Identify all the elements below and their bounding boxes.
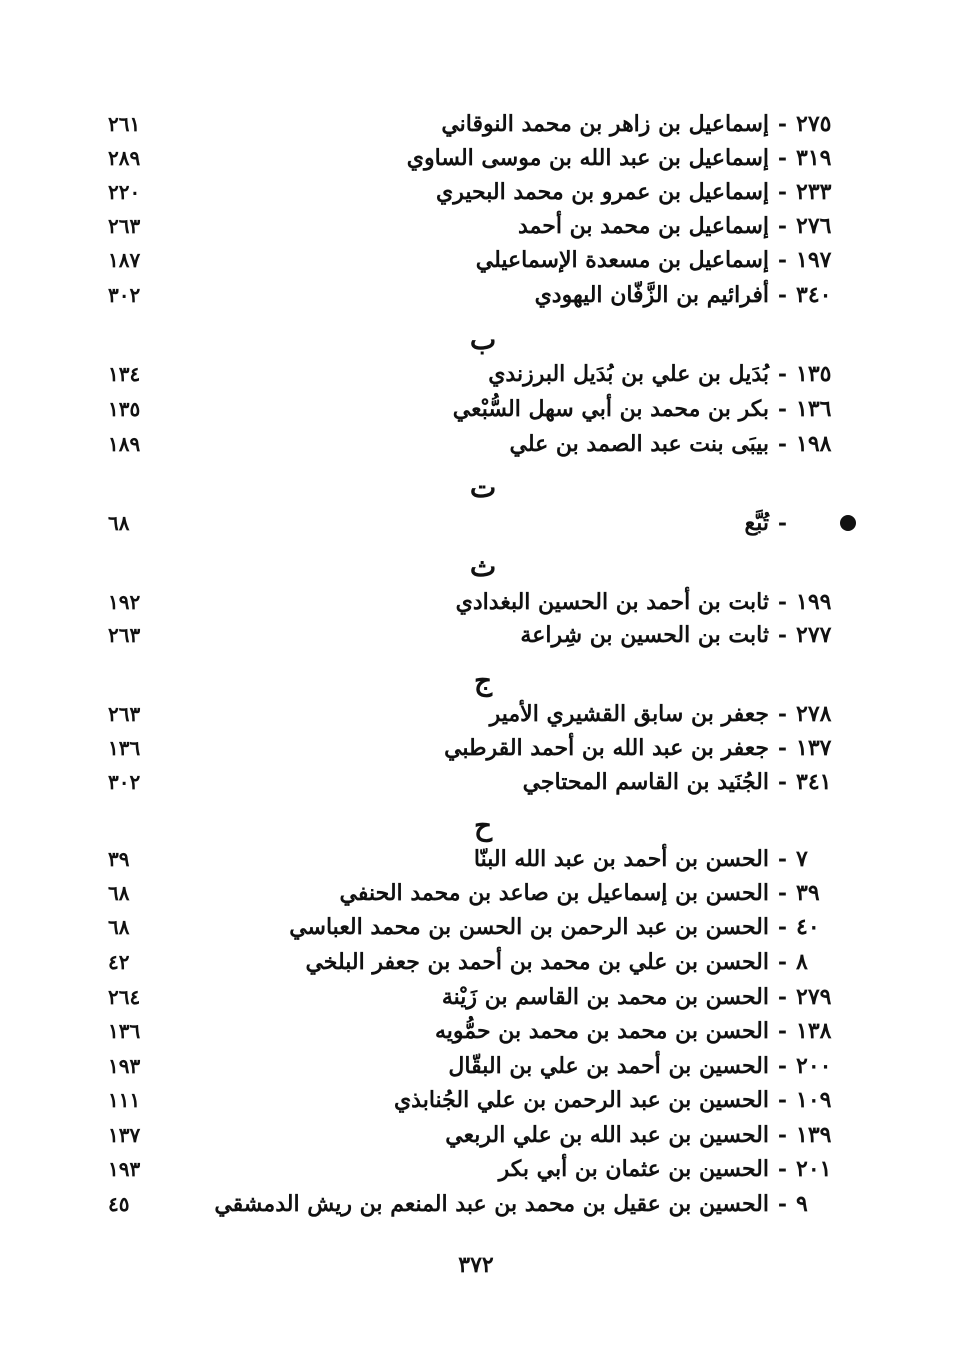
entry-page-ref: ٤٥ bbox=[108, 1192, 130, 1216]
entry-page-ref: ٢٦٤ bbox=[108, 985, 141, 1009]
entry-name: الحسين بن أحمد بن علي بن البقّال bbox=[448, 1053, 769, 1079]
entry-page-ref: ١٣٦ bbox=[108, 736, 141, 760]
entry-number: ٢٧٧ bbox=[796, 622, 832, 648]
entry-name: الحسين بن عثمان بن أبي بكر bbox=[498, 1156, 769, 1182]
entry-page-ref: ١٨٧ bbox=[108, 248, 141, 272]
entry-dash: - bbox=[777, 111, 787, 137]
entry-number: ٩ bbox=[796, 1191, 808, 1217]
entry-page-ref: ١٨٩ bbox=[108, 432, 141, 456]
index-entry bbox=[0, 910, 953, 944]
entry-page-ref: ٦٨ bbox=[108, 881, 130, 905]
entry-number: ١٣٨ bbox=[796, 1018, 832, 1044]
entry-page-ref: ١٣٥ bbox=[108, 397, 141, 421]
section-letter: ح bbox=[473, 809, 493, 842]
entry-dash: - bbox=[777, 984, 787, 1010]
index-entry bbox=[0, 209, 953, 243]
entry-page-ref: ٦٨ bbox=[108, 915, 130, 939]
entry-dash: - bbox=[777, 880, 787, 906]
entry-page-ref: ٦٨ bbox=[108, 511, 130, 535]
entry-dash: - bbox=[777, 213, 787, 239]
entry-dash: - bbox=[777, 1053, 787, 1079]
entry-dash: - bbox=[777, 361, 787, 387]
entry-name: إسماعيل بن عمرو بن محمد البحيري bbox=[436, 179, 769, 205]
index-entry bbox=[0, 243, 953, 277]
entry-dash: - bbox=[777, 145, 787, 171]
index-entry bbox=[0, 1187, 953, 1221]
bullet-icon bbox=[840, 515, 856, 531]
entry-page-ref: ٢٦٣ bbox=[108, 623, 141, 647]
index-entry bbox=[0, 765, 953, 799]
entry-name: إسماعيل بن محمد بن أحمد bbox=[517, 213, 769, 239]
index-entry bbox=[0, 585, 953, 619]
entry-number: ١٣٥ bbox=[796, 361, 832, 387]
entry-name: الحسن بن محمد بن القاسم بن زَيْنة bbox=[441, 984, 769, 1010]
entry-name: الحسين بن عبد الرحمن بن علي الجُنابذي bbox=[393, 1087, 769, 1113]
entry-number: ٣١٩ bbox=[796, 145, 832, 171]
entry-name: بكر بن محمد بن أبي سهل السُّبْعي bbox=[452, 396, 769, 422]
entry-number: ٢٧٦ bbox=[796, 213, 832, 239]
entry-name: بُدَيل بن علي بن بُدَيل البرزندي bbox=[488, 361, 769, 387]
entry-name: إسماعيل بن عبد الله بن موسى الساوي bbox=[406, 145, 769, 171]
index-entry bbox=[0, 427, 953, 461]
index-entry bbox=[0, 1014, 953, 1048]
entry-dash: - bbox=[777, 179, 787, 205]
index-entry bbox=[0, 175, 953, 209]
entry-name: الحسن بن أحمد بن عبد الله البنّا bbox=[473, 846, 769, 872]
index-entry bbox=[0, 1152, 953, 1186]
entry-dash: - bbox=[777, 701, 787, 727]
entry-dash: - bbox=[777, 510, 787, 536]
entry-dash: - bbox=[777, 1087, 787, 1113]
entry-number: ١٩٨ bbox=[796, 431, 832, 457]
entry-name: بيبَى بنت عبد الصمد بن علي bbox=[509, 431, 769, 457]
entry-dash: - bbox=[777, 846, 787, 872]
entry-name: الحسن بن محمد بن محمد بن حمُّويه bbox=[434, 1018, 769, 1044]
entry-name: الحسن بن عبد الرحمن بن الحسن بن محمد العباسي bbox=[289, 914, 769, 940]
entry-page-ref: ١١١ bbox=[108, 1088, 141, 1112]
entry-number: ٣٩ bbox=[796, 880, 820, 906]
entry-dash: - bbox=[777, 1156, 787, 1182]
section-letter: ث bbox=[469, 550, 497, 583]
entry-dash: - bbox=[777, 622, 787, 648]
entry-number: ٢٠٠ bbox=[796, 1053, 832, 1079]
index-entry bbox=[0, 697, 953, 731]
entry-name: الحسن بن إسماعيل بن صاعد بن محمد الحنفي bbox=[339, 880, 769, 906]
entry-dash: - bbox=[777, 1122, 787, 1148]
entry-dash: - bbox=[777, 247, 787, 273]
entry-name: جعفر بن عبد الله بن أحمد القرطبي bbox=[444, 735, 769, 761]
index-entry bbox=[0, 1118, 953, 1152]
index-entry bbox=[0, 357, 953, 391]
entry-name: جعفر بن سابق القشيري الأمير bbox=[489, 701, 769, 727]
entry-page-ref: ٣٠٢ bbox=[108, 283, 141, 307]
index-entry bbox=[0, 1049, 953, 1083]
entry-name: إسماعيل بن زاهر بن محمد النوقاني bbox=[441, 111, 769, 137]
entry-number: ٨ bbox=[796, 949, 808, 975]
entry-number: ٢٧٥ bbox=[796, 111, 832, 137]
entry-name: الحسن بن علي بن محمد بن أحمد بن جعفر البلخي bbox=[305, 949, 769, 975]
entry-number: ٣٤٠ bbox=[796, 282, 832, 308]
entry-dash: - bbox=[777, 1191, 787, 1217]
section-letter: ج bbox=[473, 664, 493, 697]
entry-number: ٧ bbox=[796, 846, 808, 872]
index-entry bbox=[0, 278, 953, 312]
entry-name: ثابت بن الحسين بن شِراعة bbox=[520, 622, 769, 648]
entry-dash: - bbox=[777, 769, 787, 795]
entry-name: إسماعيل بن مسعدة الإسماعيلي bbox=[475, 247, 769, 273]
entry-number: ١٩٧ bbox=[796, 247, 832, 273]
entry-page-ref: ٢٢٠ bbox=[108, 180, 141, 204]
entry-number: ٢٧٩ bbox=[796, 984, 832, 1010]
index-entry bbox=[0, 506, 953, 540]
entry-name: ثابت بن أحمد بن الحسين البغدادي bbox=[455, 589, 769, 615]
entry-number: ١٠٩ bbox=[796, 1087, 832, 1113]
entry-number: ٣٤١ bbox=[796, 769, 832, 795]
entry-page-ref: ٢٦٣ bbox=[108, 702, 141, 726]
entry-number: ٤٠ bbox=[796, 914, 820, 940]
index-entry bbox=[0, 141, 953, 175]
entry-dash: - bbox=[777, 589, 787, 615]
index-entry bbox=[0, 945, 953, 979]
index-entry bbox=[0, 731, 953, 765]
entry-dash: - bbox=[777, 282, 787, 308]
index-entry bbox=[0, 842, 953, 876]
entry-number: ٢٧٨ bbox=[796, 701, 832, 727]
entry-name: تُبَّع bbox=[744, 510, 769, 536]
entry-number: ١٩٩ bbox=[796, 589, 832, 615]
entry-number: ١٣٧ bbox=[796, 735, 832, 761]
entry-name: الحسين بن عبد الله بن علي الربعي bbox=[445, 1122, 769, 1148]
entry-page-ref: ٣٠٢ bbox=[108, 770, 141, 794]
section-letter: ب bbox=[469, 323, 497, 356]
entry-dash: - bbox=[777, 431, 787, 457]
entry-name: الحسين بن عقيل بن محمد بن عبد المنعم بن ريش الدمشقي bbox=[214, 1191, 769, 1217]
entry-page-ref: ١٣٧ bbox=[108, 1123, 141, 1147]
entry-number: ٢٠١ bbox=[796, 1156, 832, 1182]
section-letter: ت bbox=[469, 471, 497, 504]
entry-dash: - bbox=[777, 735, 787, 761]
entry-page-ref: ٣٩ bbox=[108, 847, 130, 871]
entry-dash: - bbox=[777, 1018, 787, 1044]
entry-number: ١٣٩ bbox=[796, 1122, 832, 1148]
index-entry bbox=[0, 392, 953, 426]
index-entry bbox=[0, 876, 953, 910]
entry-page-ref: ١٩٣ bbox=[108, 1157, 141, 1181]
entry-page-ref: ١٣٤ bbox=[108, 362, 141, 386]
entry-page-ref: ١٩٣ bbox=[108, 1054, 141, 1078]
index-entry bbox=[0, 107, 953, 141]
index-entry bbox=[0, 1083, 953, 1117]
entry-page-ref: ٢٦٣ bbox=[108, 214, 141, 238]
entry-page-ref: ٢٨٩ bbox=[108, 146, 141, 170]
entry-number: ٢٣٣ bbox=[796, 179, 832, 205]
page-number: ٣٧٢ bbox=[458, 1252, 494, 1278]
entry-page-ref: ٢٦١ bbox=[108, 112, 141, 136]
index-entry bbox=[0, 980, 953, 1014]
entry-page-ref: ١٣٦ bbox=[108, 1019, 141, 1043]
entry-name: أفرائيم بن الزَّفّان اليهودي bbox=[534, 282, 769, 308]
entry-page-ref: ٤٢ bbox=[108, 950, 130, 974]
entry-name: الجُنَيد بن القاسم المحتاجي bbox=[522, 769, 769, 795]
entry-dash: - bbox=[777, 396, 787, 422]
entry-page-ref: ١٩٢ bbox=[108, 590, 141, 614]
index-entry bbox=[0, 618, 953, 652]
entry-dash: - bbox=[777, 914, 787, 940]
entry-number: ١٣٦ bbox=[796, 396, 832, 422]
entry-dash: - bbox=[777, 949, 787, 975]
